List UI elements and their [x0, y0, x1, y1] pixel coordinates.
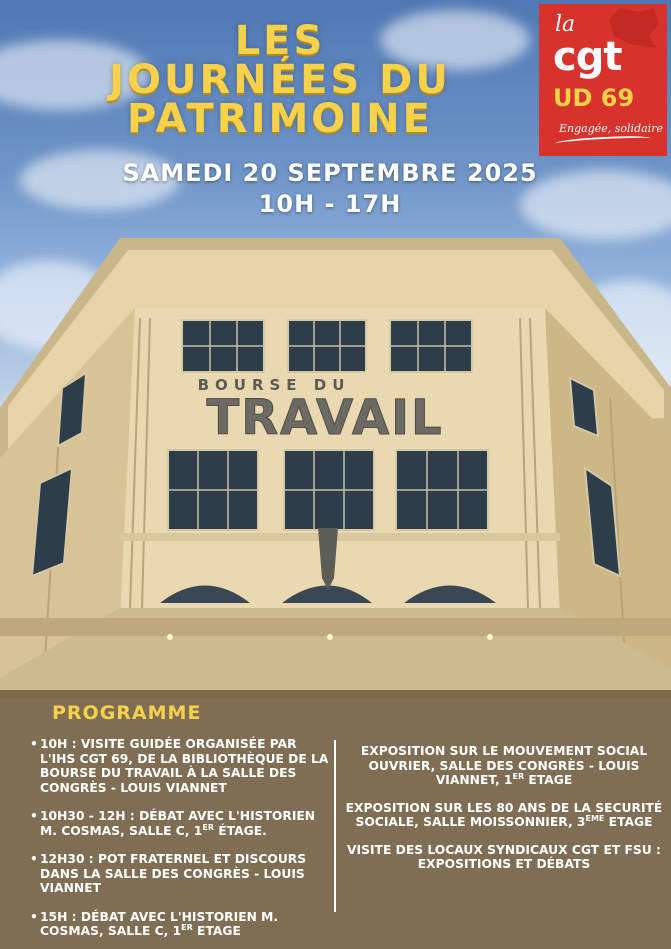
logo-cgt: cgt: [553, 34, 622, 80]
expo-text: EXPOSITION SUR LE MOUVEMENT SOCIAL OUVRIER, SALLE DES CONGRÈS - LOUIS VIANNET, 1: [360, 744, 648, 787]
cgt-ud69-logo: [539, 4, 667, 156]
expo-sup: EME: [585, 813, 605, 823]
expo-text: EXPOSITION SUR LES 80 ANS DE LA SECURITÉ SOCIALE, SALLE MOISSONNIER, 3: [345, 800, 663, 829]
event-date: [80, 158, 580, 220]
logo-la: la: [555, 12, 576, 37]
exposition-item: [344, 801, 664, 830]
expo-tail: ETAGE: [524, 773, 573, 787]
program-item: [30, 852, 330, 896]
title-line: PATRIMOINE: [127, 96, 433, 142]
item-sup: ER: [202, 822, 214, 832]
program-item: [30, 910, 330, 939]
exposition-item: [344, 744, 664, 788]
sign-travail: TRAVAIL: [206, 390, 444, 446]
column-divider: [334, 740, 336, 912]
bourse-du-travail-building: [0, 238, 671, 698]
title-line: JOURNÉES DU: [109, 57, 451, 103]
item-text: 15H : DÉBAT AVEC L'HISTORIEN M. COSMAS, SALLE C, 1: [40, 909, 279, 938]
item-text: 10H : VISITE GUIDÉE ORGANISÉE PAR L'IHS CGT 69, DE LA BIBLIOTHÈQUE DE LA BOURSE DU TRAVAIL À LA SALLE DES CONGRÈS - LOUIS VIANNET: [40, 737, 329, 795]
item-tail: ETAGE: [192, 924, 241, 938]
logo-ud69: UD 69: [553, 84, 635, 112]
program-list: [30, 737, 330, 949]
poster-title: [0, 18, 560, 142]
date-text: SAMEDI 20 SEPTEMBRE 2025: [122, 159, 538, 187]
program-item: [30, 737, 330, 795]
expositions: [344, 744, 664, 885]
program-title: PROGRAMME: [52, 702, 202, 724]
expo-text: VISITE DES LOCAUX SYNDICAUX CGT ET FSU : EXPOSITIONS ET DÉBATS: [347, 842, 661, 871]
swoosh-icon: [555, 134, 651, 147]
hours-text: 10H - 17H: [258, 190, 402, 218]
sign-bourse-du: BOURSE DU: [197, 376, 351, 394]
expo-sup: ER: [512, 771, 525, 781]
logo-slogan: Engagée, solidaire: [559, 122, 663, 135]
item-text: 12H30 : POT FRATERNEL ET DISCOURS DANS LA SALLE DES CONGRÈS - LOUIS VIANNET: [40, 852, 307, 895]
item-tail: ÉTAGE.: [213, 823, 267, 838]
exposition-item: [344, 843, 664, 872]
program-item: [30, 809, 330, 838]
item-sup: ER: [181, 922, 193, 932]
title-line: LES: [234, 18, 326, 64]
item-text: 10H30 - 12H : DÉBAT AVEC L'HISTORIEN M. COSMAS, SALLE C, 1: [40, 809, 316, 838]
expo-tail: ETAGE: [604, 815, 653, 829]
